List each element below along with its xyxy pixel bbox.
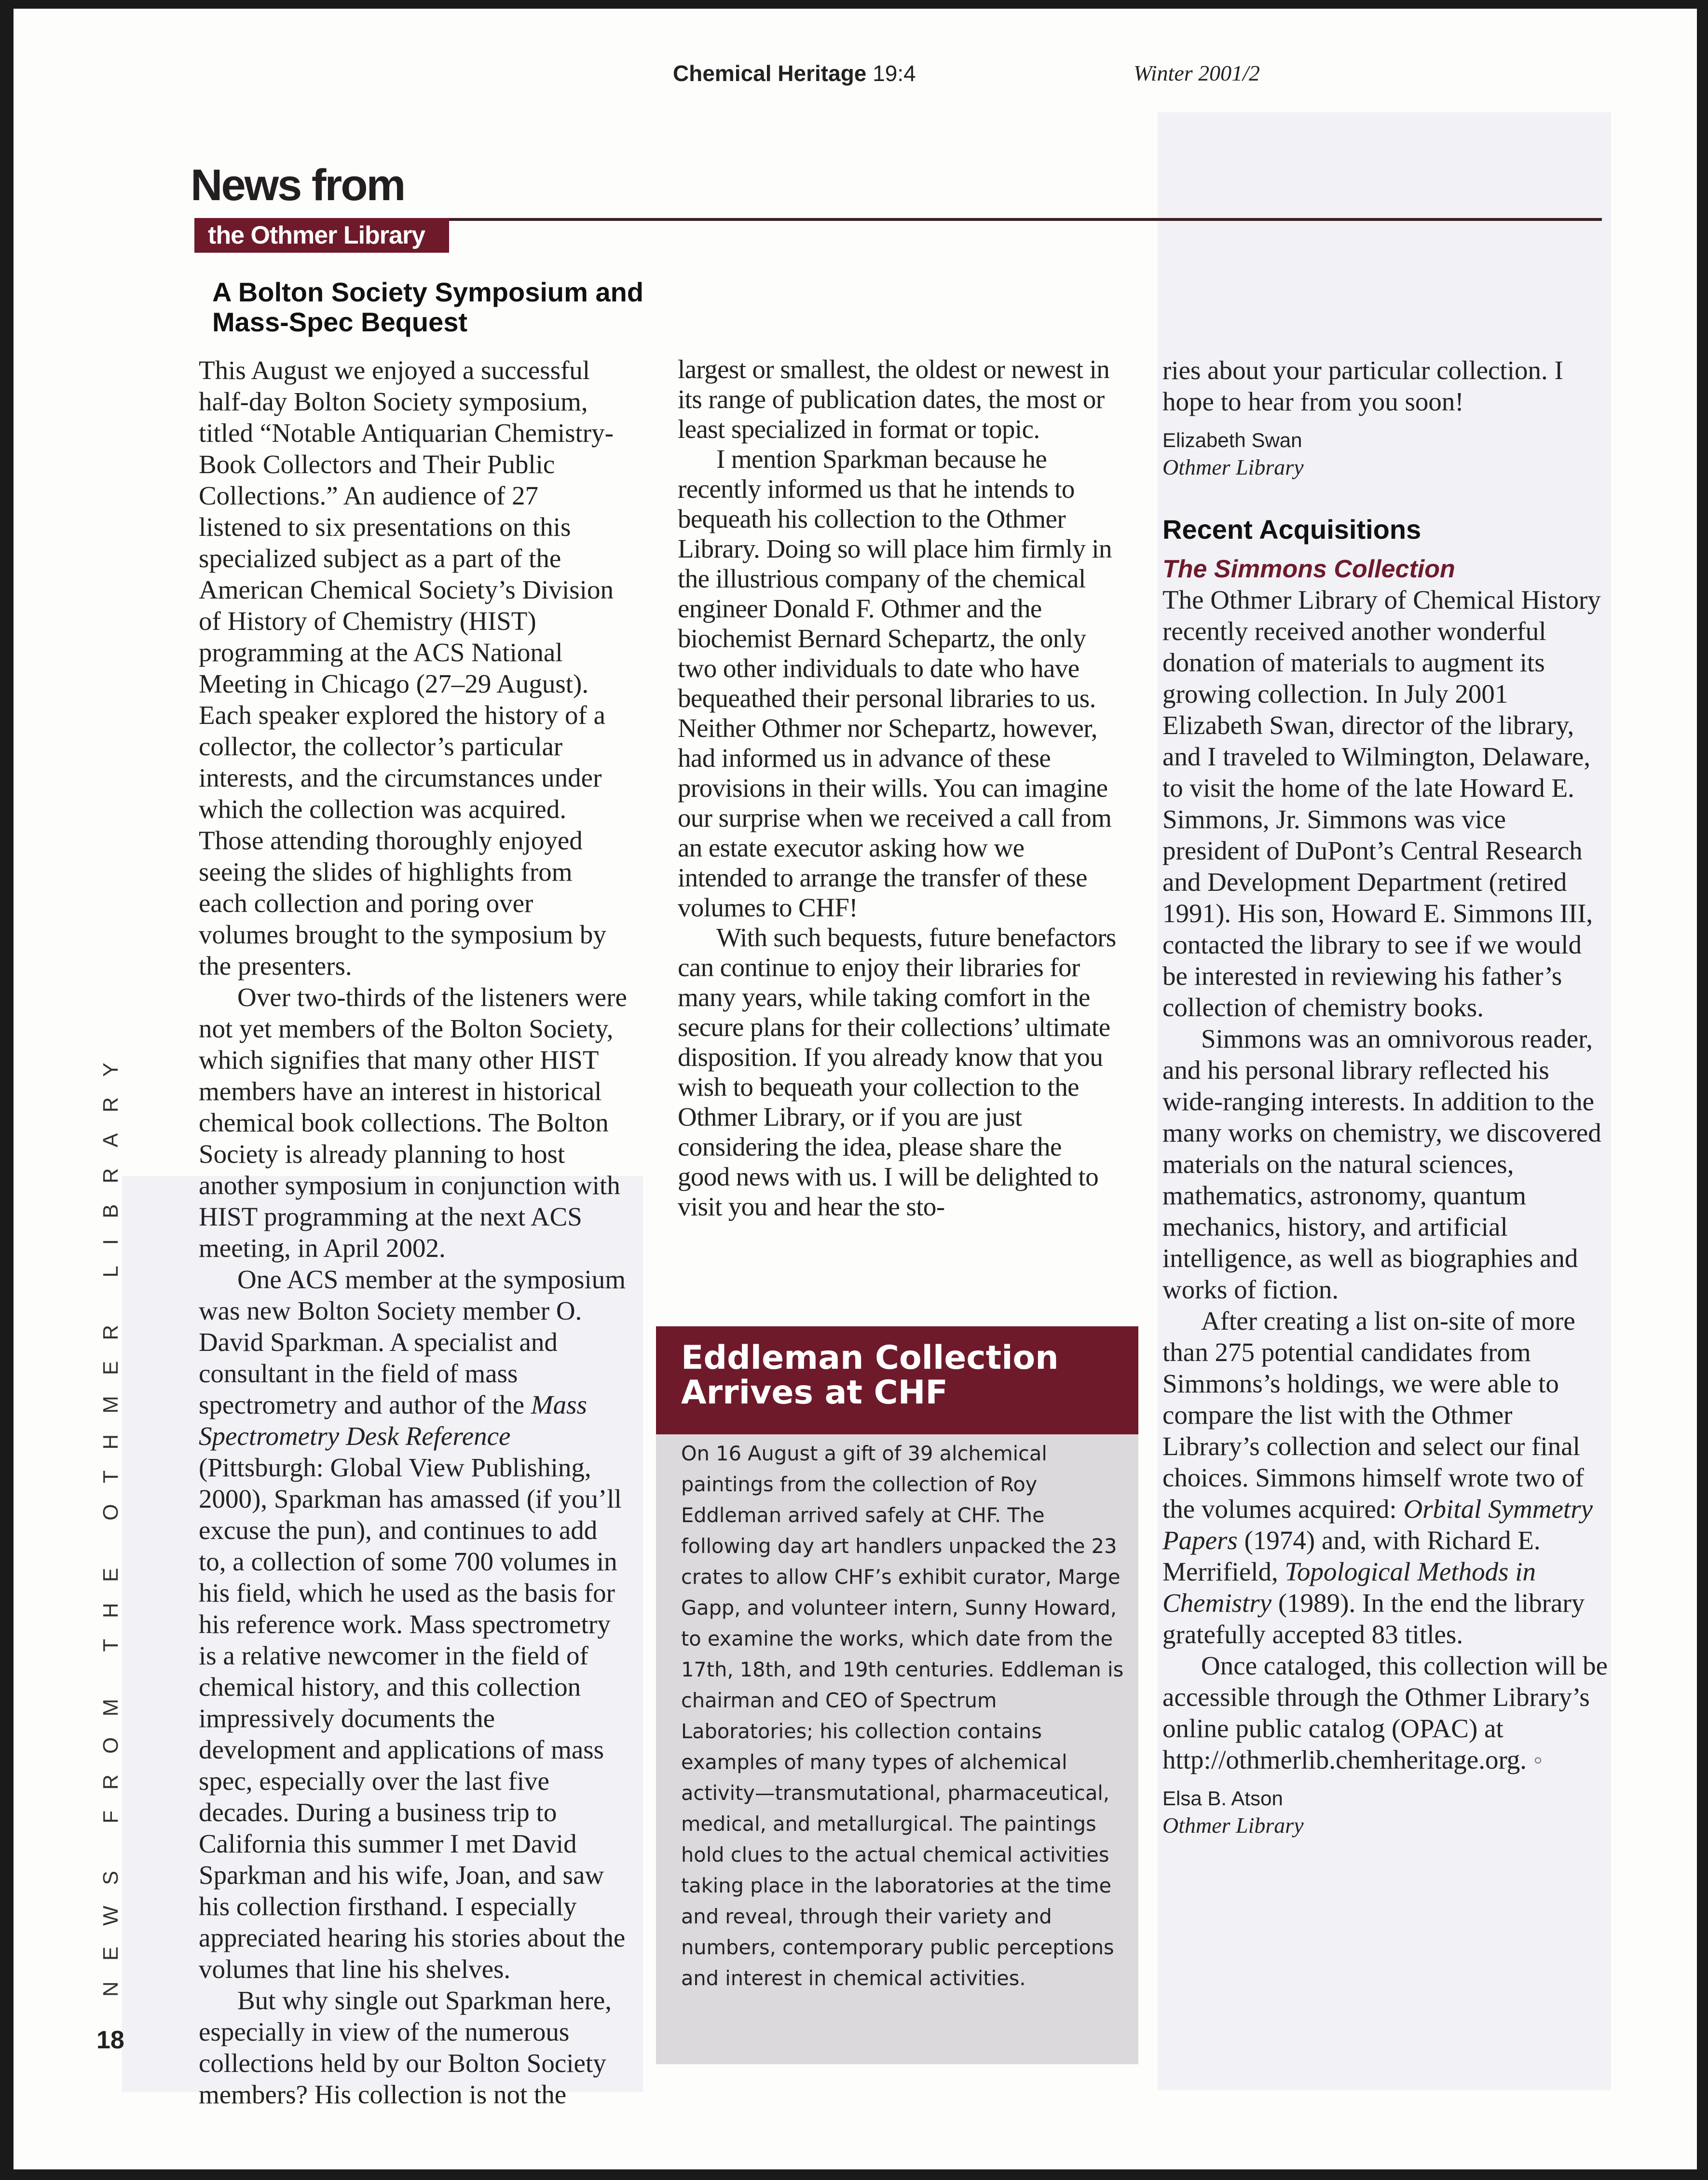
book-title: Topological Methods in Chemistry [1162, 1557, 1536, 1618]
paragraph: But why single out Sparkman here, especially in view of the numerous collections held by our Bolton Society members? His collection is not the [199, 1986, 612, 2109]
author-name: Elizabeth Swan [1162, 429, 1302, 451]
end-mark-icon: ◦ [1533, 1745, 1543, 1774]
article-column-1 [199, 354, 627, 2110]
section-title-box: the Othmer Library [194, 218, 449, 253]
article-column-3 [1162, 354, 1609, 1838]
article-column-2 [678, 354, 1117, 1222]
sidebar-headline: Eddleman Collection Arrives at CHF [656, 1326, 1138, 1434]
paragraph: This August we enjoyed a successful half-day Bolton Society symposium, titled “Notable Antiquarian Chemistry-Book Collectors and Their Public Collections.” An audience of 27 listened to six presentations on this specialized subject as a part of the American Chemical Society’s Division of History of Chemistry (HIST) programming at the ACS National Meeting in Chicago (27–29 August). Each speaker explored the history of a collector, the collector’s particular interests, and the circumstances under which the collection was acquired. Those attending thoroughly enjoyed seeing the slides of highlights from each collection and poring over volumes brought to the symposium by the presenters. [199, 355, 614, 981]
paragraph: The Othmer Library of Chemical History recently received another wonderful donation of materials to augment its growing collection. In July 2001 Elizabeth Swan, director of the library, and I traveled to Wilmington, Delaware, to visit the home of the late Howard E. Simmons, Jr. Simmons was vice president of DuPont’s Central Research and Development Department (retired 1991). His son, Howard E. Simmons III, contacted the library to see if we would be interested in reviewing his father’s collection of chemistry books. [1162, 585, 1601, 1022]
paragraph: ries about your particular collection. I hope to hear from you soon! [1162, 355, 1563, 416]
section-rule [449, 218, 1602, 221]
paragraph: Simmons was an omnivorous reader, and his personal library reflected his wide-ranging interests. In addition to the many works on chemistry, we discovered materials on the natural sciences, mathematics, astronomy, quantum mechanics, history, and artificial intelligence, as well as biographies and works of fiction. [1162, 1024, 1601, 1304]
side-section-label: NEWS FROM THE OTHMER LIBRARY [99, 1042, 123, 1997]
section-title: News from [191, 161, 405, 210]
running-header-season: Winter 2001/2 [1134, 61, 1260, 85]
paragraph: largest or smallest, the oldest or newest in its range of publication dates, the most or least specialized in format or topic. [678, 354, 1110, 444]
paragraph: Over two-thirds of the listeners were not yet members of the Bolton Society, which signifies that many other HIST members have an interest in historical chemical book collections. The Bolton Society is already planning to host another symposium in conjunction with HIST programming at the next ACS meeting, in April 2002. [199, 982, 627, 1263]
paragraph: I mention Sparkman because he recently informed us that he intends to bequeath his collection to the Othmer Library. Doing so will place him firmly in the illustrious company of the chemical engineer Donald F. Othmer and the biochemist Bernard Schepartz, the only two other individuals to date who have bequeathed their personal libraries to us. Neither Othmer nor Schepartz, however, had informed us in advance of these provisions in their wills. You can imagine our surprise when we received a call from an estate executor asking how we intended to arrange the transfer of these volumes to CHF! [678, 444, 1112, 922]
author-affiliation: Othmer Library [1162, 455, 1304, 479]
paragraph: Once cataloged, this collection will be accessible through the Othmer Library’s online public catalog (OPAC) at http://othmerlib.chemheritage.org. ◦ [1162, 1651, 1608, 1774]
running-header-publication: Chemical Heritage 19:4 [673, 61, 916, 86]
book-title: Orbital Symmetry Papers [1162, 1494, 1593, 1555]
author-name: Elsa B. Atson [1162, 1787, 1283, 1810]
author-affiliation: Othmer Library [1162, 1813, 1304, 1838]
page-number: 18 [96, 2026, 124, 2054]
article-subheading: The Simmons Collection [1162, 555, 1455, 583]
article-headline: A Bolton Society Symposium and Mass-Spec Bequest [212, 277, 644, 337]
sidebar-body: On 16 August a gift of 39 alchemical paintings from the collection of Roy Eddleman arrived safely at CHF. The following day art handlers unpacked the 23 crates to allow CHF’s exhibit curator, Marge Gapp, and volunteer intern, Sunny Howard, to examine the works, which date from the 17th, 18th, and 19th centuries. Eddleman is chairman and CEO of Spectrum Laboratories; his collection contains examples of many types of alchemical activity—transmutational, pharmaceutical, medical, and metallurgical. The paintings hold clues to the actual chemical activities taking place in the laboratories at the time and reveal, through their variety and numbers, contemporary public perceptions and interest in chemical activities. [681, 1442, 1124, 1990]
paragraph: One ACS member at the symposium was new Bolton Society member O. David Sparkman. A specialist and consultant in the field of mass spectrometry and author of the Mass Spectrometry Desk Reference (Pittsburgh: Global View Publishing, 2000), Sparkman has amassed (if you’ll excuse the pun), and continues to add to, a collection of some 700 volumes in his field, which he used as the basis for his reference work. Mass spectrometry is a relative newcomer in the field of chemical history, and this collection impressively documents the development and applications of mass spec, especially over the last five decades. During a business trip to California this summer I met David Sparkman and his wife, Joan, and saw his collection firsthand. I especially appreciated hearing his stories about the volumes that line his shelves. [199, 1265, 626, 1984]
paragraph: With such bequests, future benefactors can continue to enjoy their libraries for many years, while taking comfort in the secure plans for their collections’ ultimate disposition. If you already know that you wish to bequeath your collection to the Othmer Library, or if you are just considering the idea, please share the good news with us. I will be delighted to visit you and hear the sto- [678, 923, 1116, 1221]
sidebar-box [656, 1326, 1138, 2064]
section-heading: Recent Acquisitions [1162, 514, 1421, 545]
paragraph: After creating a list on-site of more than 275 potential candidates from Simmons’s holdings, we were able to compare the list with the Othmer Library’s collection and select our final choices. Simmons himself wrote two of the volumes acquired: Orbital Symmetry Papers (1974) and, with Richard E. Merrifield, Topological Methods in Chemistry (1989). In the end the library gratefully accepted 83 titles. [1162, 1306, 1593, 1649]
book-title: Mass Spectrometry Desk Reference [199, 1390, 587, 1451]
